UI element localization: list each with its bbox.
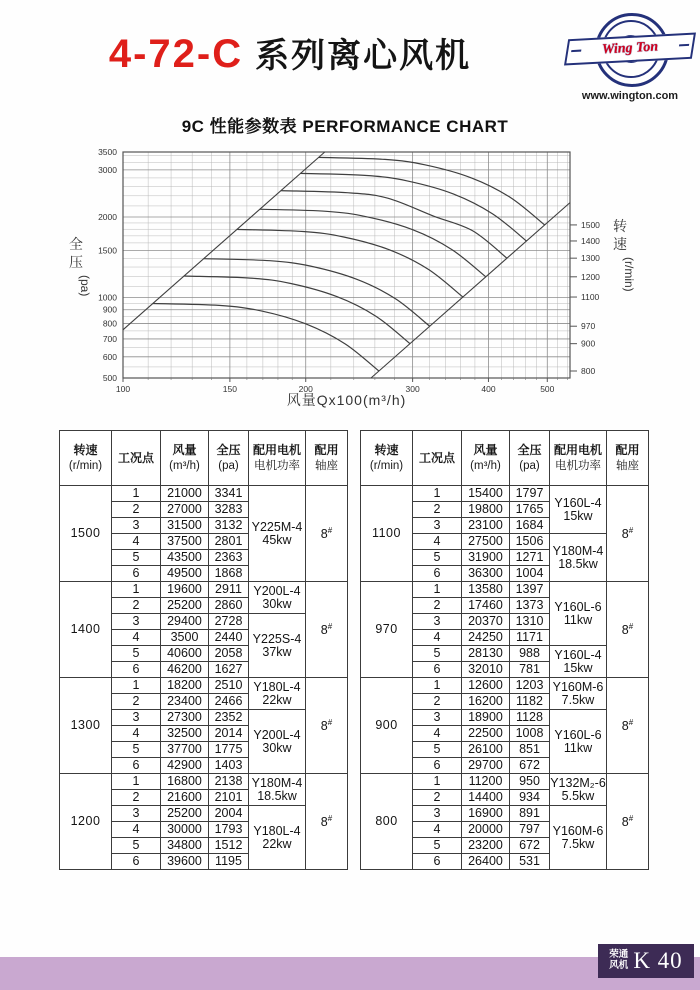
flow-cell: 42900 xyxy=(161,758,209,774)
flow-cell: 3500 xyxy=(161,630,209,646)
flow-cell: 16200 xyxy=(462,694,510,710)
y-axis-tick-label: 3000 xyxy=(98,164,117,175)
x-axis-tick-label: 100 xyxy=(115,384,131,394)
flow-cell: 30000 xyxy=(161,822,209,838)
flow-cell: 18200 xyxy=(161,678,209,694)
pressure-cell: 2004 xyxy=(209,806,249,822)
point-cell: 4 xyxy=(413,822,462,838)
parameters-table xyxy=(360,430,649,870)
chart-subtitle: 9C 性能参数表 PERFORMANCE CHART xyxy=(181,117,509,136)
y-axis-title-right-unit: (r/min) xyxy=(622,257,636,292)
flow-cell: 46200 xyxy=(161,662,209,678)
column-header-3: 全压 (pa) xyxy=(209,431,249,486)
point-cell: 1 xyxy=(413,486,462,502)
flow-cell: 27000 xyxy=(161,502,209,518)
point-cell: 3 xyxy=(112,710,161,726)
seat-cell: 8# xyxy=(306,582,348,678)
performance-chart xyxy=(60,143,680,415)
flow-cell: 27500 xyxy=(462,534,510,550)
motor-cell: Y200L-4 30kw xyxy=(249,710,306,774)
flow-cell: 26400 xyxy=(462,854,510,870)
point-cell: 3 xyxy=(112,614,161,630)
column-header-2: 风量 (m³/h) xyxy=(462,431,510,486)
pressure-cell: 2440 xyxy=(209,630,249,646)
flow-cell: 23200 xyxy=(462,838,510,854)
flow-cell: 49500 xyxy=(161,566,209,582)
y-axis-tick-label: 800 xyxy=(102,318,117,329)
point-cell: 6 xyxy=(112,854,161,870)
pressure-cell: 2363 xyxy=(209,550,249,566)
motor-cell: Y180M-4 18.5kw xyxy=(249,774,306,806)
pressure-cell: 1775 xyxy=(209,742,249,758)
banner-dash-right xyxy=(679,44,689,47)
right-axis-tick-label: 1300 xyxy=(581,253,600,264)
right-axis-tick-label: 1200 xyxy=(581,271,600,282)
speed-cell: 1300 xyxy=(60,678,112,774)
pressure-cell: 950 xyxy=(510,774,550,790)
table-row xyxy=(60,582,348,598)
seat-cell: 8# xyxy=(306,678,348,774)
page-title-series: 系列离心风机 xyxy=(255,37,472,75)
pressure-cell: 891 xyxy=(510,806,550,822)
brand-website: www.wington.com xyxy=(581,90,679,102)
performance-chart-svg xyxy=(60,143,680,415)
speed-cell: 1200 xyxy=(60,774,112,870)
point-cell: 1 xyxy=(112,486,161,502)
pressure-cell: 672 xyxy=(510,838,550,854)
point-cell: 1 xyxy=(413,774,462,790)
flow-cell: 43500 xyxy=(161,550,209,566)
logo-rings-icon xyxy=(566,10,694,86)
flow-cell: 40600 xyxy=(161,646,209,662)
flow-cell: 11200 xyxy=(462,774,510,790)
pressure-cell: 2014 xyxy=(209,726,249,742)
motor-cell: Y160L-4 15kw xyxy=(550,646,607,678)
point-cell: 2 xyxy=(112,502,161,518)
point-cell: 2 xyxy=(112,694,161,710)
flow-cell: 19600 xyxy=(161,582,209,598)
point-cell: 5 xyxy=(112,838,161,854)
pressure-cell: 2860 xyxy=(209,598,249,614)
envelope-line-right xyxy=(371,203,570,378)
y-axis-title-right: 转 xyxy=(613,218,627,234)
pressure-cell: 1128 xyxy=(510,710,550,726)
parameters-table xyxy=(59,430,348,870)
pressure-cell: 851 xyxy=(510,742,550,758)
point-cell: 1 xyxy=(413,582,462,598)
footer-bar xyxy=(0,957,700,990)
speed-cell: 970 xyxy=(361,582,413,678)
pressure-cell: 1195 xyxy=(209,854,249,870)
pressure-cell: 672 xyxy=(510,758,550,774)
motor-cell: Y160M-6 7.5kw xyxy=(550,678,607,710)
speed-cell: 900 xyxy=(361,678,413,774)
motor-cell: Y180L-4 22kw xyxy=(249,678,306,710)
curve-1300 xyxy=(281,191,507,259)
footer-page-code: K 40 xyxy=(633,948,683,973)
y-axis-tick-label: 2000 xyxy=(98,211,117,222)
flow-cell: 31500 xyxy=(161,518,209,534)
curve-800 xyxy=(153,304,379,372)
point-cell: 5 xyxy=(413,838,462,854)
flow-cell: 19800 xyxy=(462,502,510,518)
point-cell: 5 xyxy=(112,550,161,566)
point-cell: 4 xyxy=(112,630,161,646)
flow-cell: 26100 xyxy=(462,742,510,758)
y-axis-title-right: 速 xyxy=(613,236,627,252)
flow-cell: 29400 xyxy=(161,614,209,630)
motor-cell: Y225M-4 45kw xyxy=(249,486,306,582)
motor-cell: Y132M₂-6 5.5kw xyxy=(550,774,607,806)
pressure-cell: 1004 xyxy=(510,566,550,582)
speed-cell: 1400 xyxy=(60,582,112,678)
y-axis-tick-label: 600 xyxy=(102,351,117,362)
pressure-cell: 3341 xyxy=(209,486,249,502)
table-row xyxy=(361,582,649,598)
pressure-cell: 2058 xyxy=(209,646,249,662)
right-axis-tick-label: 1500 xyxy=(581,219,600,230)
table-row xyxy=(60,486,348,502)
flow-cell: 12600 xyxy=(462,678,510,694)
point-cell: 3 xyxy=(413,710,462,726)
column-header-5: 配用 轴座 xyxy=(607,431,649,486)
pressure-cell: 1203 xyxy=(510,678,550,694)
column-header-2: 风量 (m³/h) xyxy=(161,431,209,486)
column-header-5: 配用 轴座 xyxy=(306,431,348,486)
pressure-cell: 2466 xyxy=(209,694,249,710)
flow-cell: 37500 xyxy=(161,534,209,550)
performance-table-left xyxy=(59,430,348,870)
pressure-cell: 1182 xyxy=(510,694,550,710)
y-axis-tick-label: 500 xyxy=(102,373,117,383)
column-header-1: 工况点 xyxy=(413,431,462,486)
motor-cell: Y200L-4 30kw xyxy=(249,582,306,614)
point-cell: 3 xyxy=(112,518,161,534)
point-cell: 1 xyxy=(112,774,161,790)
motor-cell: Y160L-6 11kw xyxy=(550,710,607,774)
footer-page-badge xyxy=(598,944,694,978)
x-axis-tick-label: 400 xyxy=(481,384,496,394)
flow-cell: 28130 xyxy=(462,646,510,662)
flow-cell: 36300 xyxy=(462,566,510,582)
pressure-cell: 1373 xyxy=(510,598,550,614)
seat-cell: 8# xyxy=(306,774,348,870)
motor-cell: Y160L-6 11kw xyxy=(550,582,607,646)
right-axis-tick-label: 900 xyxy=(581,338,596,349)
point-cell: 6 xyxy=(112,662,161,678)
point-cell: 2 xyxy=(413,502,462,518)
footer-badge-brand xyxy=(609,950,628,972)
flow-cell: 32010 xyxy=(462,662,510,678)
flow-cell: 21000 xyxy=(161,486,209,502)
pressure-cell: 1627 xyxy=(209,662,249,678)
logo-banner xyxy=(564,33,696,66)
x-axis-tick-label: 300 xyxy=(405,384,420,394)
pressure-cell: 934 xyxy=(510,790,550,806)
page-title xyxy=(0,28,580,77)
point-cell: 4 xyxy=(413,534,462,550)
flow-cell: 17460 xyxy=(462,598,510,614)
point-cell: 2 xyxy=(112,598,161,614)
brand-logo xyxy=(566,10,694,102)
point-cell: 2 xyxy=(112,790,161,806)
point-cell: 1 xyxy=(112,582,161,598)
flow-cell: 37700 xyxy=(161,742,209,758)
pressure-cell: 3132 xyxy=(209,518,249,534)
pressure-cell: 2138 xyxy=(209,774,249,790)
x-axis-tick-label: 500 xyxy=(540,384,555,394)
seat-cell: 8# xyxy=(607,678,649,774)
point-cell: 3 xyxy=(413,518,462,534)
point-cell: 4 xyxy=(413,726,462,742)
right-axis-tick-label: 970 xyxy=(581,321,596,332)
pressure-cell: 1797 xyxy=(510,486,550,502)
seat-cell: 8# xyxy=(607,774,649,870)
point-cell: 1 xyxy=(112,678,161,694)
speed-cell: 800 xyxy=(361,774,413,870)
point-cell: 3 xyxy=(413,614,462,630)
point-cell: 4 xyxy=(112,822,161,838)
flow-cell: 31900 xyxy=(462,550,510,566)
pressure-cell: 2101 xyxy=(209,790,249,806)
column-header-4: 配用电机 电机功率 xyxy=(550,431,607,486)
pressure-cell: 1008 xyxy=(510,726,550,742)
point-cell: 4 xyxy=(413,630,462,646)
point-cell: 3 xyxy=(413,806,462,822)
pressure-cell: 2911 xyxy=(209,582,249,598)
point-cell: 5 xyxy=(413,646,462,662)
speed-cell: 1500 xyxy=(60,486,112,582)
pressure-cell: 2510 xyxy=(209,678,249,694)
motor-cell: Y160L-4 15kw xyxy=(550,486,607,534)
y-axis-tick-label: 900 xyxy=(102,304,117,315)
y-axis-title-left: 压 xyxy=(69,254,83,270)
pressure-cell: 2728 xyxy=(209,614,249,630)
point-cell: 5 xyxy=(413,742,462,758)
flow-cell: 13580 xyxy=(462,582,510,598)
right-axis-tick-label: 800 xyxy=(581,366,596,377)
pressure-cell: 2352 xyxy=(209,710,249,726)
table-row xyxy=(361,774,649,790)
speed-cell: 1100 xyxy=(361,486,413,582)
point-cell: 4 xyxy=(112,534,161,550)
flow-cell: 34800 xyxy=(161,838,209,854)
point-cell: 3 xyxy=(112,806,161,822)
pressure-cell: 1271 xyxy=(510,550,550,566)
curve-970 xyxy=(204,259,430,327)
brand-name: Wing Ton xyxy=(601,39,659,58)
point-cell: 6 xyxy=(413,662,462,678)
seat-cell: 8# xyxy=(607,582,649,678)
point-cell: 6 xyxy=(413,566,462,582)
flow-cell: 39600 xyxy=(161,854,209,870)
motor-cell: Y160M-6 7.5kw xyxy=(550,806,607,870)
table-row xyxy=(361,678,649,694)
banner-dash-left xyxy=(571,50,581,53)
motor-cell: Y180L-4 22kw xyxy=(249,806,306,870)
y-axis-title-left: 全 xyxy=(69,236,83,252)
point-cell: 1 xyxy=(413,678,462,694)
y-axis-tick-label: 1500 xyxy=(98,245,117,256)
flow-cell: 22500 xyxy=(462,726,510,742)
pressure-cell: 1171 xyxy=(510,630,550,646)
flow-cell: 15400 xyxy=(462,486,510,502)
motor-cell: Y225S-4 37kw xyxy=(249,614,306,678)
flow-cell: 20000 xyxy=(462,822,510,838)
pressure-cell: 1765 xyxy=(510,502,550,518)
pressure-cell: 1506 xyxy=(510,534,550,550)
point-cell: 6 xyxy=(413,854,462,870)
pressure-cell: 1310 xyxy=(510,614,550,630)
table-row xyxy=(60,774,348,790)
pressure-cell: 988 xyxy=(510,646,550,662)
page-title-model: 4-72-C xyxy=(108,32,244,76)
flow-cell: 32500 xyxy=(161,726,209,742)
pressure-cell: 3283 xyxy=(209,502,249,518)
point-cell: 2 xyxy=(413,790,462,806)
pressure-cell: 797 xyxy=(510,822,550,838)
column-header-3: 全压 (pa) xyxy=(510,431,550,486)
column-header-0: 转速 (r/min) xyxy=(60,431,112,486)
pressure-cell: 1512 xyxy=(209,838,249,854)
flow-cell: 16800 xyxy=(161,774,209,790)
column-header-1: 工况点 xyxy=(112,431,161,486)
point-cell: 6 xyxy=(112,566,161,582)
pressure-cell: 1868 xyxy=(209,566,249,582)
point-cell: 5 xyxy=(112,742,161,758)
flow-cell: 18900 xyxy=(462,710,510,726)
x-axis-title: 风量Qx100(m³/h) xyxy=(286,392,407,408)
pressure-cell: 1403 xyxy=(209,758,249,774)
column-header-4: 配用电机 电机功率 xyxy=(249,431,306,486)
pressure-cell: 531 xyxy=(510,854,550,870)
footer-badge-line2: 风机 xyxy=(609,960,629,971)
flow-cell: 25200 xyxy=(161,806,209,822)
right-axis-tick-label: 1400 xyxy=(581,235,600,246)
point-cell: 5 xyxy=(413,550,462,566)
flow-cell: 24250 xyxy=(462,630,510,646)
flow-cell: 27300 xyxy=(161,710,209,726)
curve-1100 xyxy=(237,229,463,297)
motor-cell: Y180M-4 18.5kw xyxy=(550,534,607,582)
x-axis-tick-label: 200 xyxy=(298,384,313,394)
flow-cell: 23100 xyxy=(462,518,510,534)
pressure-cell: 1397 xyxy=(510,582,550,598)
point-cell: 2 xyxy=(413,694,462,710)
flow-cell: 29700 xyxy=(462,758,510,774)
table-row xyxy=(361,486,649,502)
flow-cell: 20370 xyxy=(462,614,510,630)
right-axis-tick-label: 1100 xyxy=(581,292,600,303)
flow-cell: 23400 xyxy=(161,694,209,710)
y-axis-tick-label: 1000 xyxy=(98,292,117,303)
pressure-cell: 781 xyxy=(510,662,550,678)
column-header-0: 转速 (r/min) xyxy=(361,431,413,486)
point-cell: 6 xyxy=(112,758,161,774)
y-axis-tick-label: 700 xyxy=(102,333,117,344)
table-row xyxy=(60,678,348,694)
x-axis-tick-label: 150 xyxy=(222,384,237,394)
flow-cell: 21600 xyxy=(161,790,209,806)
flow-cell: 16900 xyxy=(462,806,510,822)
performance-table-right xyxy=(360,430,649,870)
flow-cell: 14400 xyxy=(462,790,510,806)
seat-cell: 8# xyxy=(607,486,649,582)
point-cell: 5 xyxy=(112,646,161,662)
point-cell: 2 xyxy=(413,598,462,614)
y-axis-title-left-unit: (pa) xyxy=(78,275,92,297)
y-axis-tick-label: 3500 xyxy=(98,147,117,157)
flow-cell: 25200 xyxy=(161,598,209,614)
footer-badge-line1: 荣通 xyxy=(609,949,629,961)
point-cell: 6 xyxy=(413,758,462,774)
pressure-cell: 1793 xyxy=(209,822,249,838)
point-cell: 4 xyxy=(112,726,161,742)
pressure-cell: 2801 xyxy=(209,534,249,550)
pressure-cell: 1684 xyxy=(510,518,550,534)
seat-cell: 8# xyxy=(306,486,348,582)
